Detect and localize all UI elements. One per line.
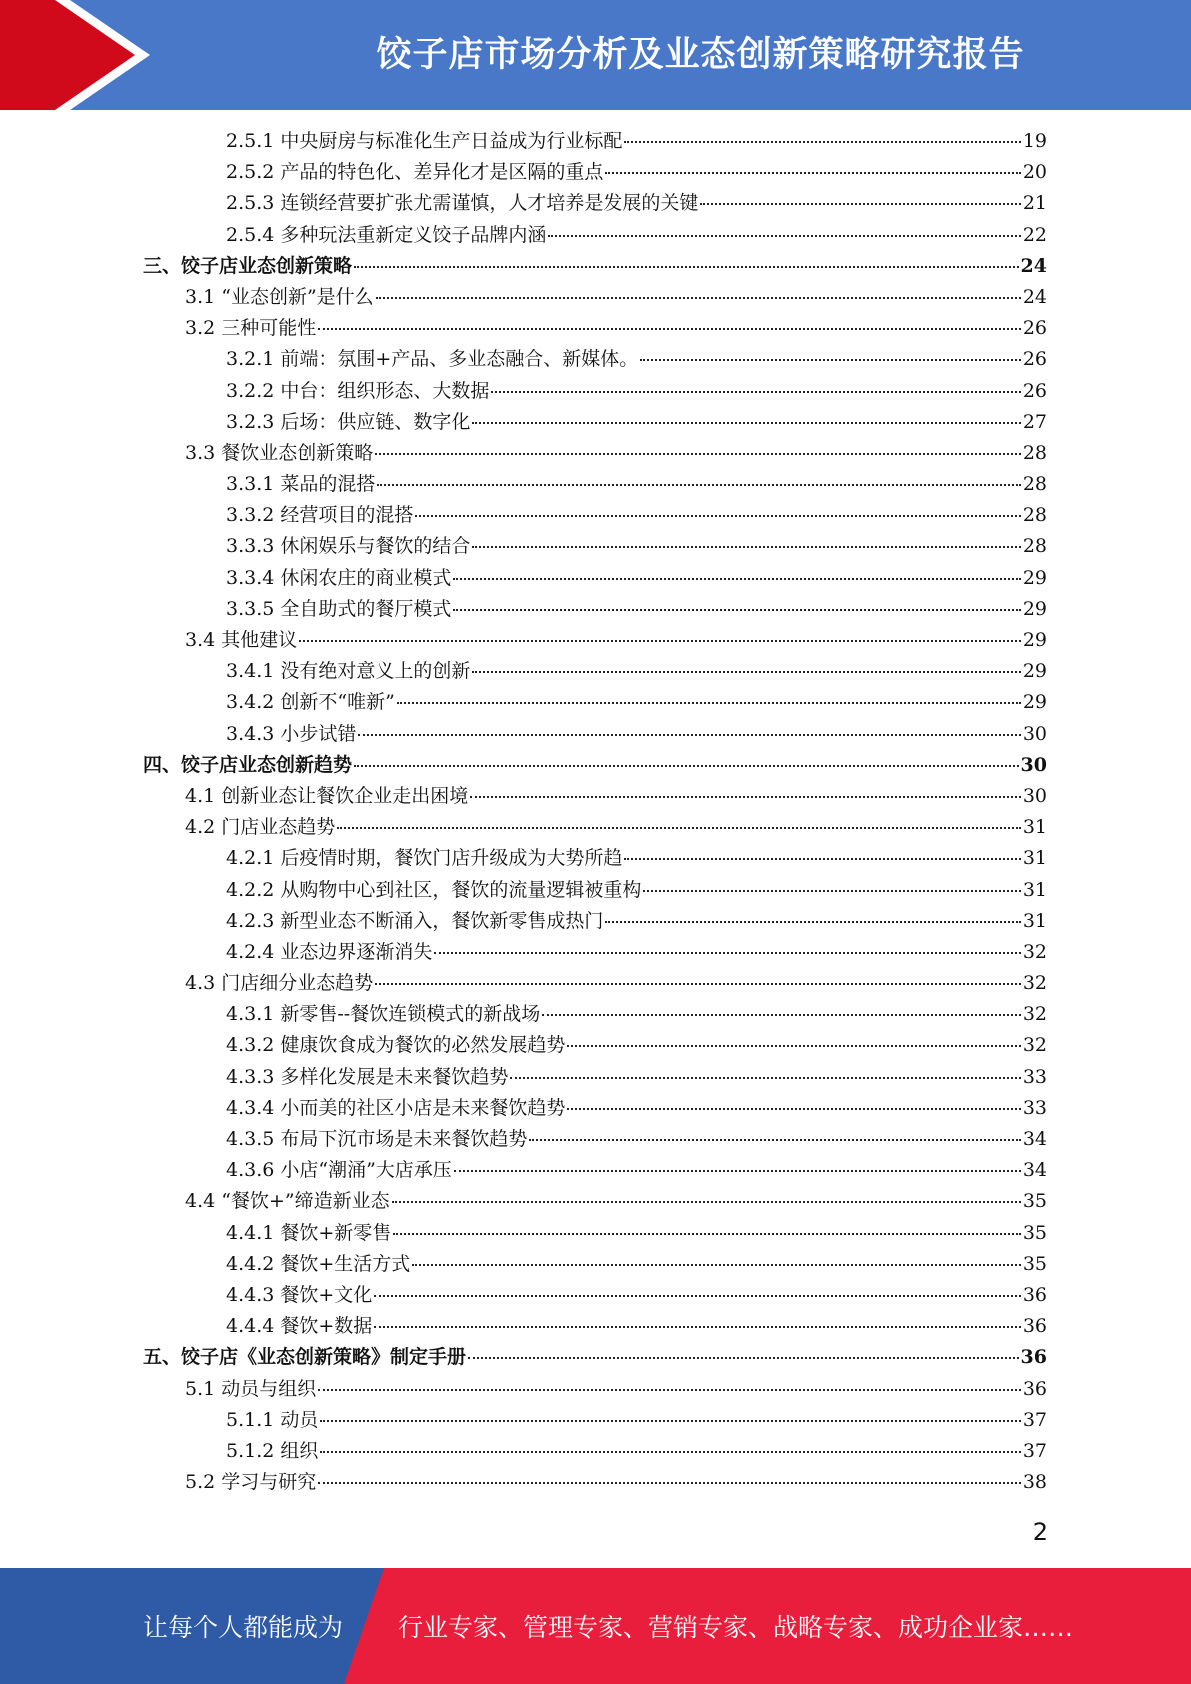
toc-leader-dots xyxy=(453,608,1020,611)
toc-entry-page: 21 xyxy=(1022,192,1047,215)
toc-entry[interactable] xyxy=(0,999,1191,1030)
toc-entry[interactable] xyxy=(0,1155,1191,1186)
toc-leader-dots xyxy=(643,889,1020,892)
toc-entry-title: 4.4.2 餐饮+生活方式 xyxy=(226,1252,411,1275)
toc-leader-dots xyxy=(320,1450,1020,1453)
toc-entry-title: 4.2 门店业态趋势 xyxy=(185,816,336,839)
toc-entry[interactable] xyxy=(0,563,1191,594)
toc-entry-page: 36 xyxy=(1022,1377,1047,1400)
toc-entry[interactable] xyxy=(0,1218,1191,1249)
toc-entry-page: 26 xyxy=(1022,317,1047,340)
toc-entry-title: 3.3 餐饮业态创新策略 xyxy=(185,441,374,464)
toc-leader-dots xyxy=(510,1076,1020,1079)
toc-entry-title: 五、饺子店《业态创新策略》制定手册 xyxy=(143,1346,467,1369)
page-footer xyxy=(0,1568,1191,1684)
toc-entry-page: 33 xyxy=(1022,1065,1047,1088)
toc-entry-page: 32 xyxy=(1022,1034,1047,1057)
toc-entry[interactable] xyxy=(0,937,1191,968)
toc-entry-title: 4.3 门店细分业态趋势 xyxy=(185,972,374,995)
toc-entry[interactable] xyxy=(0,750,1191,781)
toc-entry-title: 四、饺子店业态创新趋势 xyxy=(143,753,353,776)
toc-leader-dots xyxy=(605,920,1020,923)
toc-entry[interactable] xyxy=(0,968,1191,999)
toc-entry[interactable] xyxy=(0,687,1191,718)
toc-leader-dots xyxy=(434,951,1020,954)
toc-leader-dots xyxy=(318,1388,1021,1391)
toc-leader-dots xyxy=(700,202,1020,205)
toc-leader-dots xyxy=(354,764,1019,767)
toc-leader-dots xyxy=(318,327,1021,330)
toc-leader-dots xyxy=(374,1294,1021,1297)
toc-leader-dots xyxy=(354,265,1019,268)
page-header xyxy=(0,0,1191,110)
footer-slogan-right: 行业专家、管理专家、营销专家、战略专家、成功企业家…… xyxy=(398,1613,1074,1642)
toc-entry-title: 4.4.1 餐饮+新零售 xyxy=(226,1221,392,1244)
toc-entry[interactable] xyxy=(0,1030,1191,1061)
toc-entry-title: 4.3.3 多样化发展是未来餐饮趋势 xyxy=(226,1065,509,1088)
toc-entry[interactable] xyxy=(0,719,1191,750)
toc-leader-dots xyxy=(358,733,1020,736)
toc-entry[interactable] xyxy=(0,1280,1191,1311)
toc-leader-dots xyxy=(548,234,1020,237)
toc-leader-dots xyxy=(377,483,1020,486)
report-title: 饺子店市场分析及业态创新策略研究报告 xyxy=(376,35,1025,75)
toc-leader-dots xyxy=(397,701,1021,704)
toc-entry-title: 2.5.3 连锁经营要扩张尤需谨慎，人才培养是发展的关键 xyxy=(226,192,699,215)
toc-entry[interactable] xyxy=(0,469,1191,500)
toc-entry-page: 31 xyxy=(1022,847,1047,870)
toc-leader-dots xyxy=(470,795,1021,798)
toc-entry-page: 35 xyxy=(1022,1252,1047,1275)
toc-entry-title: 3.4.2 创新不“唯新” xyxy=(226,691,395,714)
toc-entry[interactable] xyxy=(0,376,1191,407)
toc-entry[interactable] xyxy=(0,1405,1191,1436)
toc-entry-title: 5.2 学习与研究 xyxy=(185,1471,317,1494)
toc-entry-page: 28 xyxy=(1022,473,1047,496)
toc-entry-page: 28 xyxy=(1022,504,1047,527)
toc-leader-dots xyxy=(320,1419,1020,1422)
toc-leader-dots xyxy=(472,545,1020,548)
toc-leader-dots xyxy=(640,358,1021,361)
toc-entry[interactable] xyxy=(0,594,1191,625)
toc-entry-page: 34 xyxy=(1022,1128,1047,1150)
toc-entry-page: 22 xyxy=(1022,223,1047,246)
toc-entry[interactable] xyxy=(0,812,1191,843)
toc-entry[interactable] xyxy=(0,1124,1191,1155)
toc-entry[interactable] xyxy=(0,1311,1191,1342)
toc-entry-title: 3.4 其他建议 xyxy=(185,629,298,651)
toc-entry[interactable] xyxy=(0,188,1191,219)
toc-entry-title: 3.2 三种可能性 xyxy=(185,317,317,340)
toc-entry-page: 26 xyxy=(1022,348,1047,371)
toc-entry-title: 3.3.3 休闲娱乐与餐饮的结合 xyxy=(226,535,471,558)
toc-entry[interactable] xyxy=(0,251,1191,282)
toc-leader-dots xyxy=(453,577,1020,580)
toc-entry-page: 34 xyxy=(1022,1159,1047,1182)
toc-leader-dots xyxy=(374,1325,1021,1328)
toc-entry[interactable] xyxy=(0,438,1191,469)
toc-entry-page: 29 xyxy=(1022,629,1047,651)
toc-entry-page: 28 xyxy=(1022,535,1047,558)
toc-entry-title: 2.5.4 多种玩法重新定义饺子品牌内涵 xyxy=(226,223,547,246)
toc-entry[interactable] xyxy=(0,157,1191,188)
toc-leader-dots xyxy=(454,1169,1021,1172)
toc-leader-dots xyxy=(624,857,1020,860)
toc-entry[interactable] xyxy=(0,1436,1191,1467)
toc-entry-title: 5.1 动员与组织 xyxy=(185,1377,317,1400)
toc-leader-dots xyxy=(337,826,1021,829)
toc-entry-title: 4.2.1 后疫情时期，餐饮门店升级成为大势所趋 xyxy=(226,847,623,870)
toc-entry-title: 3.1 “业态创新”是什么 xyxy=(185,285,374,308)
toc-entry-title: 4.2.4 业态边界逐渐消失 xyxy=(226,940,433,963)
toc-entry-title: 5.1.2 组织 xyxy=(226,1439,319,1462)
toc-leader-dots xyxy=(375,452,1021,455)
toc-entry-title: 3.2.3 后场：供应链、数字化 xyxy=(226,410,471,433)
toc-entry[interactable] xyxy=(0,906,1191,937)
toc-entry-title: 3.3.4 休闲农庄的商业模式 xyxy=(226,566,452,589)
toc-entry-page: 29 xyxy=(1022,597,1047,620)
toc-entry[interactable] xyxy=(0,407,1191,438)
toc-entry-title: 4.3.2 健康饮食成为餐饮的必然发展趋势 xyxy=(226,1034,566,1057)
toc-entry-page: 35 xyxy=(1022,1190,1047,1213)
toc-entry-title: 3.4.3 小步试错 xyxy=(226,722,357,745)
toc-entry-page: 37 xyxy=(1022,1408,1047,1431)
toc-entry-page: 20 xyxy=(1022,161,1047,184)
toc-entry-page: 19 xyxy=(1022,130,1047,152)
toc-leader-dots xyxy=(415,514,1020,517)
toc-entry-page: 30 xyxy=(1022,784,1047,807)
toc-leader-dots xyxy=(624,140,1020,143)
toc-entry-title: 3.3.1 菜品的混搭 xyxy=(226,473,376,496)
toc-entry-title: 4.3.5 布局下沉市场是未来餐饮趋势 xyxy=(226,1128,528,1150)
toc-entry[interactable] xyxy=(0,1186,1191,1217)
toc-entry-page: 27 xyxy=(1022,410,1047,433)
toc-entry-page: 30 xyxy=(1020,753,1047,776)
toc-entry-title: 3.3.5 全自助式的餐厅模式 xyxy=(226,597,452,620)
toc-entry-title: 4.1 创新业态让餐饮企业走出困境 xyxy=(185,784,469,807)
toc-leader-dots xyxy=(605,171,1020,174)
table-of-contents xyxy=(0,126,1191,1498)
toc-entry-page: 36 xyxy=(1020,1346,1047,1369)
toc-entry-title: 4.4 “餐饮+”缔造新业态 xyxy=(185,1190,390,1213)
toc-entry-page: 32 xyxy=(1022,940,1047,963)
toc-entry-page: 31 xyxy=(1022,816,1047,839)
toc-entry[interactable] xyxy=(0,126,1191,157)
toc-leader-dots xyxy=(567,1044,1020,1047)
toc-entry-title: 三、饺子店业态创新策略 xyxy=(143,254,353,277)
toc-entry[interactable] xyxy=(0,531,1191,562)
toc-entry[interactable] xyxy=(0,1093,1191,1124)
toc-leader-dots xyxy=(376,296,1021,299)
toc-entry[interactable] xyxy=(0,843,1191,874)
toc-entry-title: 2.5.1 中央厨房与标准化生产日益成为行业标配 xyxy=(226,130,623,152)
toc-entry[interactable] xyxy=(0,1249,1191,1280)
toc-entry-title: 3.3.2 经营项目的混搭 xyxy=(226,504,414,527)
toc-entry-title: 4.3.1 新零售--餐饮连锁模式的新战场 xyxy=(226,1003,541,1026)
toc-entry-page: 24 xyxy=(1020,254,1047,277)
toc-entry-page: 24 xyxy=(1022,285,1047,308)
toc-entry-title: 3.2.2 中台：组织形态、大数据 xyxy=(226,379,490,402)
toc-leader-dots xyxy=(529,1138,1020,1141)
toc-entry[interactable] xyxy=(0,500,1191,531)
toc-entry[interactable] xyxy=(0,1467,1191,1498)
toc-entry-page: 32 xyxy=(1022,1003,1047,1026)
toc-entry-title: 4.4.4 餐饮+数据 xyxy=(226,1315,373,1338)
toc-entry-title: 4.4.3 餐饮+文化 xyxy=(226,1283,373,1306)
toc-leader-dots xyxy=(412,1263,1021,1266)
toc-entry[interactable] xyxy=(0,1374,1191,1405)
footer-slogan-left: 让每个人都能成为 xyxy=(143,1613,344,1642)
toc-entry[interactable] xyxy=(0,781,1191,812)
toc-entry-title: 4.2.3 新型业态不断涌入，餐饮新零售成热门 xyxy=(226,909,604,932)
toc-entry-title: 3.2.1 前端：氛围+产品、多业态融合、新媒体。 xyxy=(226,348,639,371)
toc-leader-dots xyxy=(472,421,1020,424)
toc-leader-dots xyxy=(375,982,1021,985)
toc-entry-page: 30 xyxy=(1022,722,1047,745)
toc-entry-page: 38 xyxy=(1022,1471,1047,1494)
toc-entry-page: 37 xyxy=(1022,1439,1047,1462)
toc-entry[interactable] xyxy=(0,282,1191,313)
page-number: 2 xyxy=(1032,1518,1048,1546)
toc-entry[interactable] xyxy=(0,344,1191,375)
toc-entry-page: 29 xyxy=(1022,691,1047,714)
toc-entry-page: 26 xyxy=(1022,379,1047,402)
toc-entry-page: 28 xyxy=(1022,441,1047,464)
toc-entry-page: 35 xyxy=(1022,1221,1047,1244)
toc-entry[interactable] xyxy=(0,313,1191,344)
toc-entry-page: 29 xyxy=(1022,660,1047,683)
toc-entry[interactable] xyxy=(0,656,1191,687)
toc-entry-page: 36 xyxy=(1022,1283,1047,1306)
toc-entry-title: 4.3.4 小而美的社区小店是未来餐饮趋势 xyxy=(226,1096,566,1119)
chevron-arrow-icon xyxy=(0,0,160,110)
toc-entry-title: 3.4.1 没有绝对意义上的创新 xyxy=(226,660,471,683)
toc-entry-page: 36 xyxy=(1022,1315,1047,1338)
toc-entry-title: 2.5.2 产品的特色化、差异化才是区隔的重点 xyxy=(226,161,604,184)
toc-entry[interactable] xyxy=(0,875,1191,906)
toc-leader-dots xyxy=(299,639,1021,642)
toc-entry-title: 5.1.1 动员 xyxy=(226,1408,319,1431)
toc-entry[interactable] xyxy=(0,1062,1191,1093)
toc-entry-page: 32 xyxy=(1022,972,1047,995)
toc-entry[interactable] xyxy=(0,220,1191,251)
toc-entry-page: 29 xyxy=(1022,566,1047,589)
toc-entry[interactable] xyxy=(0,1342,1191,1373)
toc-leader-dots xyxy=(392,1200,1021,1203)
toc-entry-page: 31 xyxy=(1022,909,1047,932)
toc-leader-dots xyxy=(468,1356,1019,1359)
toc-leader-dots xyxy=(393,1232,1021,1235)
toc-leader-dots xyxy=(567,1107,1020,1110)
toc-leader-dots xyxy=(472,670,1020,673)
toc-entry-page: 31 xyxy=(1022,878,1047,901)
toc-entry[interactable] xyxy=(0,625,1191,656)
toc-leader-dots xyxy=(542,1013,1021,1016)
toc-leader-dots xyxy=(491,390,1020,393)
toc-entry-title: 4.2.2 从购物中心到社区，餐饮的流量逻辑被重构 xyxy=(226,878,642,901)
toc-entry-title: 4.3.6 小店“潮涌”大店承压 xyxy=(226,1159,452,1182)
toc-leader-dots xyxy=(318,1481,1021,1484)
toc-entry-page: 33 xyxy=(1022,1096,1047,1119)
